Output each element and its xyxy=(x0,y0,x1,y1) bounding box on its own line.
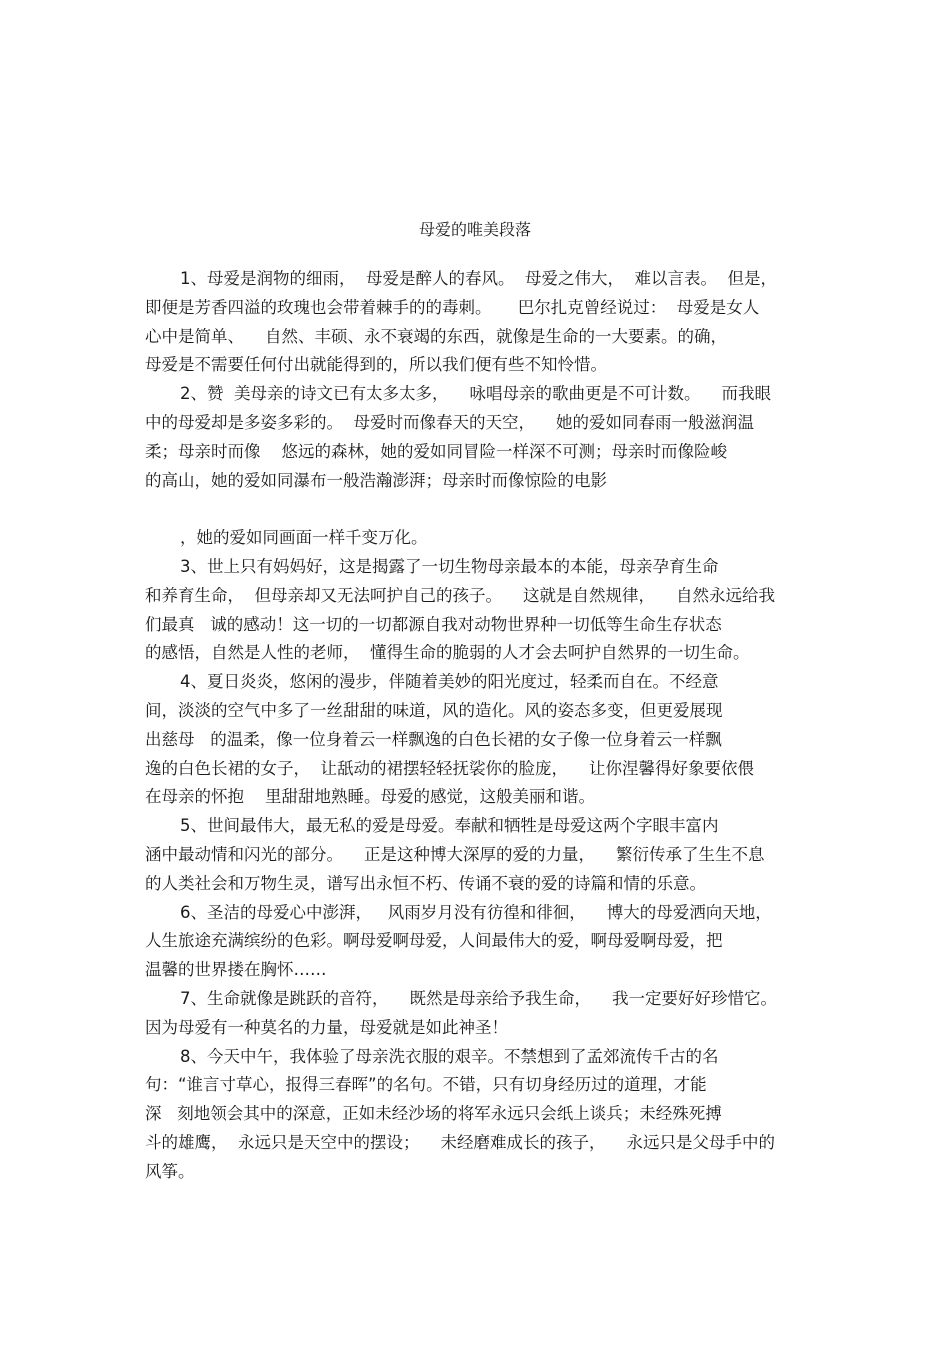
paragraph-line: 人生旅途充满缤纷的色彩。啊母爱啊母爱，人间最伟大的爱，啊母爱啊母爱，把 xyxy=(145,931,723,951)
paragraph-line: 风筝。 xyxy=(145,1161,195,1181)
paragraph-line: 温馨的世界搂在胸怀…… xyxy=(145,960,327,980)
paragraph-line: 7、生命就像是跳跃的音符， 既然是母亲给予我生命， 我一定要好好珍惜它。 xyxy=(180,988,777,1008)
paragraph-line: 中的母爱却是多姿多彩的。 母爱时而像春天的天空， 她的爱如同春雨一般滋润温 xyxy=(145,412,754,432)
paragraph-line: 间，淡淡的空气中多了一丝甜甜的味道，风的造化。风的姿态多变，但更爱展现 xyxy=(145,700,723,720)
paragraph-line: 的人类社会和万物生灵，谱写出永恒不朽、传诵不衰的爱的诗篇和情的乐意。 xyxy=(145,873,706,893)
paragraph-line: 逸的白色长裙的女子， 让舐动的裙摆轻轻抚裟你的脸庞， 让你涅馨得好象要依偎 xyxy=(145,758,754,778)
paragraph-line: 们最真 诚的感动！这一切的一切都源自我对动物世界种一切低等生命生存状态 xyxy=(145,614,722,634)
paragraph-line: 和养育生命， 但母亲却又无法呵护自己的孩子。 这就是自然规律， 自然永远给我 xyxy=(145,585,775,605)
paragraph-line: 母爱是不需要任何付出就能得到的，所以我们便有些不知怜惜。 xyxy=(145,355,607,375)
paragraph-line: 2、赞 美母亲的诗文已有太多太多， 咏唱母亲的歌曲更是不可计数。 而我眼 xyxy=(180,384,771,404)
paragraph-line: 句：“谁言寸草心，报得三春晖”的名句。不错，只有切身经历过的道理，才能 xyxy=(145,1075,707,1095)
paragraph-line: 6、圣洁的母爱心中澎湃， 风雨岁月没有彷徨和徘徊， 博大的母爱洒向天地， xyxy=(180,902,772,922)
document-body xyxy=(145,265,825,1187)
paragraph-line: 出慈母 的温柔，像一位身着云一样飘逸的白色长裙的女子像一位身着云一样飘 xyxy=(145,729,722,749)
paragraph-line: 柔；母亲时而像 悠远的森林，她的爱如同冒险一样深不可测；母亲时而像险峻 xyxy=(145,441,727,461)
paragraph-line: 斗的雄鹰， 永远只是天空中的摆设； 未经磨难成长的孩子， 永远只是父母手中的 xyxy=(145,1132,775,1152)
paragraph-line: ，她的爱如同画面一样千变万化。 xyxy=(180,528,428,548)
paragraph-line: 4、夏日炎炎，悠闲的漫步，伴随着美妙的阳光度过，轻柔而自在。不经意 xyxy=(180,672,719,692)
paragraph-line: 深 刻地领会其中的深意，正如未经沙场的将军永远只会纸上谈兵；未经殊死搏 xyxy=(145,1104,722,1124)
paragraph-line: 因为母爱有一种莫名的力量，母爱就是如此神圣！ xyxy=(145,1017,508,1037)
paragraph-line: 涵中最动情和闪光的部分。 正是这种博大深厚的爱的力量， 繁衍传承了生生不息 xyxy=(145,844,765,864)
paragraph-line: 5、世间最伟大，最无私的爱是母爱。奉献和牺牲是母爱这两个字眼丰富内 xyxy=(180,816,719,836)
blank-line xyxy=(145,495,825,524)
paragraph-line: 3、世上只有妈妈好，这是揭露了一切生物母亲最本的本能，母亲孕育生命 xyxy=(180,556,719,576)
paragraph-line: 在母亲的怀抱 里甜甜地熟睡。母爱的感觉，这般美丽和谐。 xyxy=(145,787,595,807)
paragraph-line: 的高山，她的爱如同瀑布一般浩瀚澎湃；母亲时而像惊险的电影 xyxy=(145,470,607,490)
document-title: 母爱的唯美段落 xyxy=(418,220,531,239)
paragraph-line: 1、母爱是润物的细雨， 母爱是醉人的春风。 母爱之伟大， 难以言表。 但是， xyxy=(180,269,777,288)
paragraph-line: 心中是简单、 自然、丰硕、永不衰竭的东西，就像是生命的一大要素。的确， xyxy=(145,326,727,346)
paragraph-line: 即便是芳香四溢的玫瑰也会带着棘手的的毒刺。 巴尔扎克曾经说过： 母爱是女人 xyxy=(145,297,760,317)
paragraph-line: 8、今天中午，我体验了母亲洗衣服的艰辛。不禁想到了孟郊流传千古的名 xyxy=(180,1046,719,1066)
paragraph-line: 的感悟，自然是人性的老师， 懂得生命的脆弱的人才会去呵护自然界的一切生命。 xyxy=(145,643,750,663)
